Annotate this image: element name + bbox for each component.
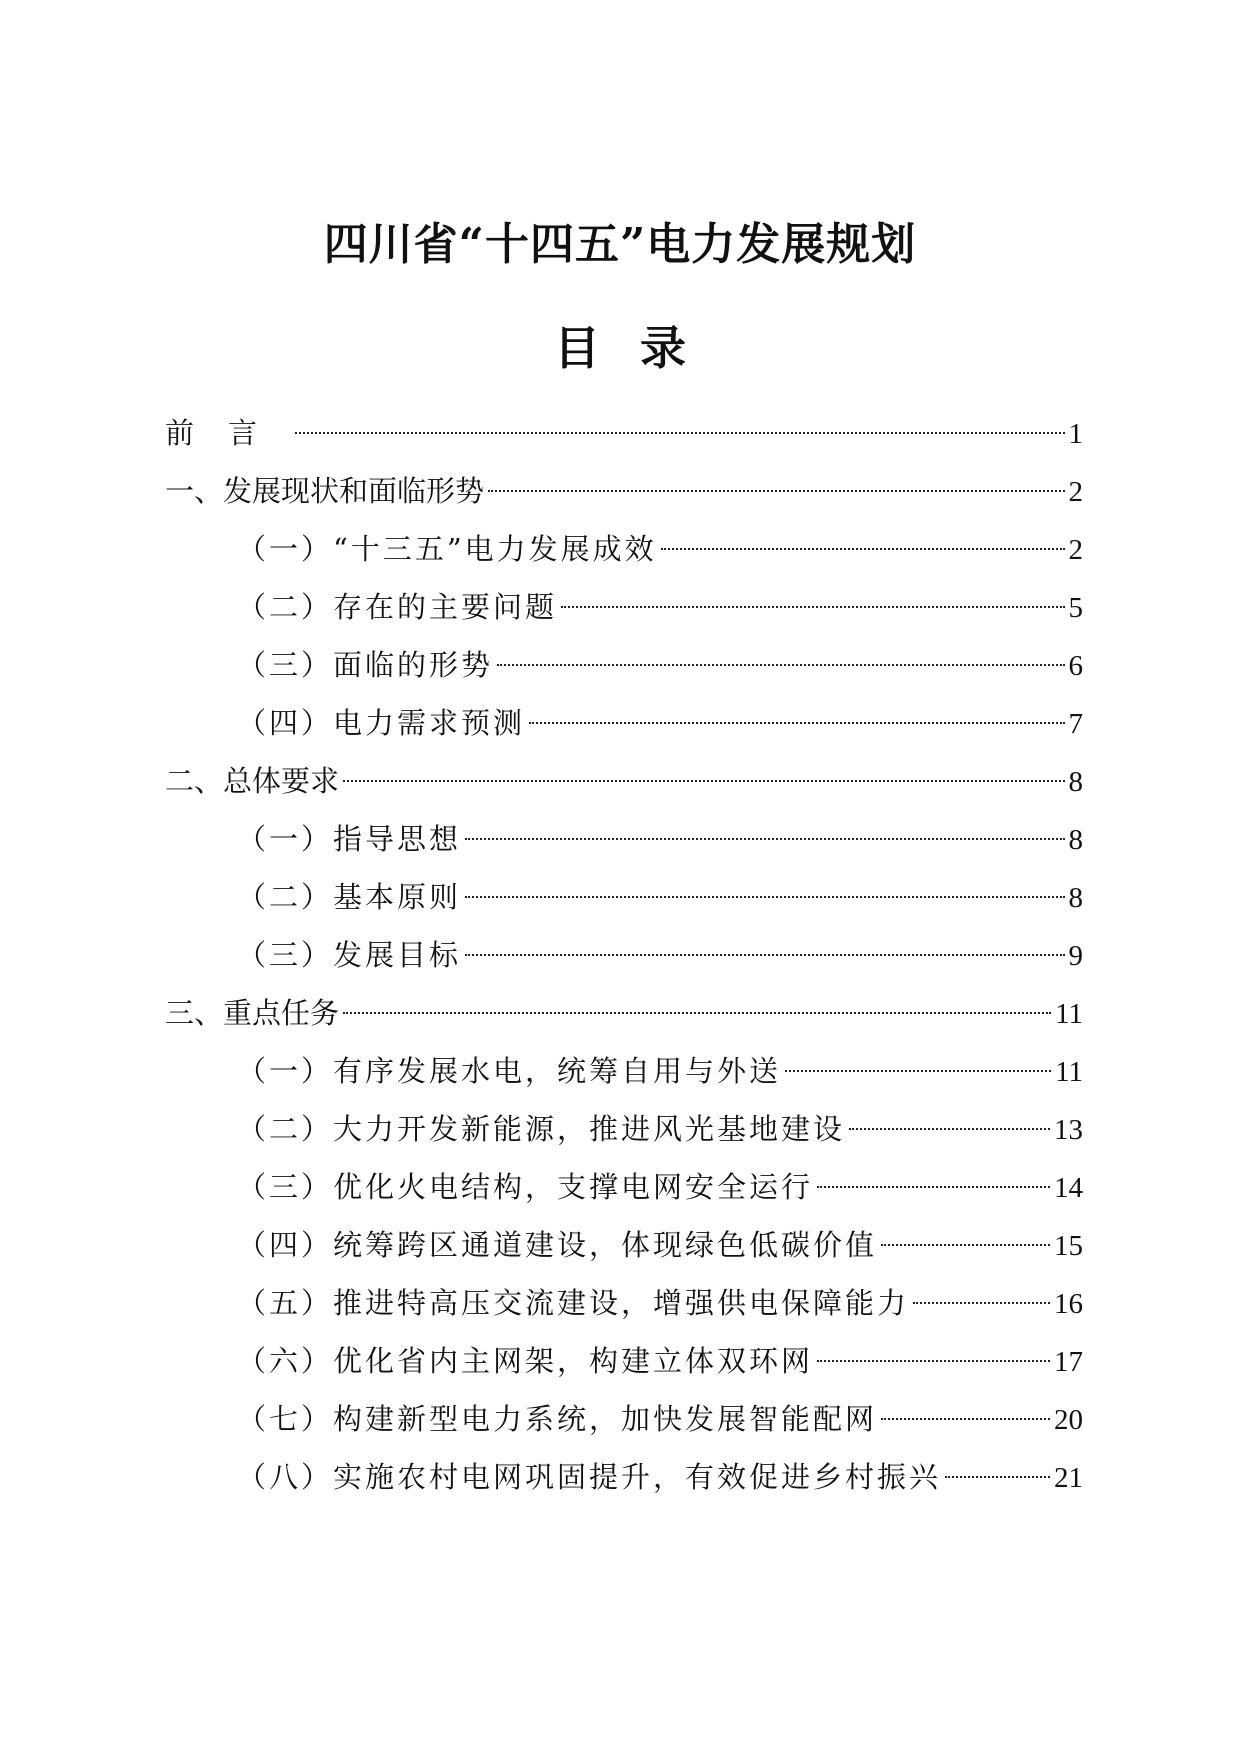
toc-entry-section[interactable] (165, 1216, 1083, 1274)
dot-leader (881, 1244, 1050, 1246)
dot-leader (343, 780, 1064, 782)
toc-entry-page: 13 (1054, 1114, 1083, 1146)
document-title: 四川省“十四五”电力发展规划 (323, 219, 917, 270)
table-of-contents (165, 404, 1083, 1506)
toc-heading: 目录 (554, 321, 726, 375)
toc-entry-section[interactable] (165, 1390, 1083, 1448)
dot-leader (849, 1128, 1050, 1130)
toc-entry-section[interactable] (165, 694, 1083, 752)
toc-entry-chapter-2[interactable] (165, 752, 1083, 810)
toc-entry-page: 21 (1054, 1462, 1083, 1494)
dot-leader (465, 954, 1064, 956)
dot-leader (497, 664, 1064, 666)
dot-leader (295, 432, 1064, 434)
toc-entry-title: （五）推进特高压交流建设，增强供电保障能力 (237, 1286, 910, 1320)
toc-entry-page: 20 (1054, 1404, 1083, 1436)
toc-entry-page: 8 (1068, 882, 1083, 914)
toc-entry-page: 17 (1054, 1346, 1083, 1378)
toc-entry-page: 11 (1055, 998, 1083, 1030)
toc-entry-title: （三）面临的形势 (237, 648, 494, 682)
toc-entry-section[interactable] (165, 636, 1083, 694)
toc-entry-page: 2 (1068, 534, 1083, 566)
toc-entry-title: （六）优化省内主网架，构建立体双环网 (237, 1344, 814, 1378)
dot-leader (817, 1360, 1050, 1362)
toc-entry-section[interactable] (165, 1448, 1083, 1506)
toc-entry-page: 15 (1054, 1230, 1083, 1262)
toc-entry-page: 2 (1068, 476, 1083, 508)
toc-entry-title: （三）发展目标 (237, 938, 462, 972)
dot-leader (561, 606, 1064, 608)
dot-leader (529, 722, 1064, 724)
toc-entry-title: （一）指导思想 (237, 822, 462, 856)
toc-entry-preface[interactable] (165, 404, 1083, 462)
dot-leader (817, 1186, 1050, 1188)
toc-entry-page: 16 (1054, 1288, 1083, 1320)
toc-entry-page: 8 (1068, 824, 1083, 856)
toc-entry-page: 6 (1068, 650, 1083, 682)
toc-entry-section[interactable] (165, 1042, 1083, 1100)
dot-leader (881, 1418, 1050, 1420)
toc-entry-title: （八）实施农村电网巩固提升，有效促进乡村振兴 (237, 1460, 942, 1494)
toc-entry-title: （一）“十三五”电力发展成效 (237, 532, 657, 566)
toc-entry-title: 前言 (165, 416, 292, 450)
toc-entry-section[interactable] (165, 1100, 1083, 1158)
dot-leader (661, 548, 1065, 550)
toc-entry-title: （二）基本原则 (237, 880, 462, 914)
toc-entry-title: （三）优化火电结构，支撑电网安全运行 (237, 1170, 814, 1204)
toc-entry-title: （二）大力开发新能源，推进风光基地建设 (237, 1112, 846, 1146)
toc-entry-page: 11 (1055, 1056, 1083, 1088)
toc-entry-page: 14 (1054, 1172, 1083, 1204)
dot-leader (343, 1012, 1051, 1014)
toc-entry-title: 一、发展现状和面临形势 (165, 474, 485, 508)
toc-entry-title: 三、重点任务 (165, 996, 340, 1030)
dot-leader (913, 1302, 1050, 1304)
toc-entry-title: （四）电力需求预测 (237, 706, 526, 740)
toc-entry-section[interactable] (165, 810, 1083, 868)
toc-entry-title: （二）存在的主要问题 (237, 590, 558, 624)
toc-entry-page: 9 (1068, 940, 1083, 972)
toc-entry-page: 7 (1068, 708, 1083, 740)
toc-entry-page: 5 (1068, 592, 1083, 624)
dot-leader (488, 490, 1064, 492)
toc-entry-section[interactable] (165, 868, 1083, 926)
toc-entry-title: （四）统筹跨区通道建设，体现绿色低碳价值 (237, 1228, 878, 1262)
toc-entry-chapter-3[interactable] (165, 984, 1083, 1042)
toc-entry-section[interactable] (165, 1332, 1083, 1390)
toc-entry-page: 1 (1068, 418, 1083, 450)
toc-entry-page: 8 (1068, 766, 1083, 798)
dot-leader (465, 896, 1064, 898)
toc-entry-section[interactable] (165, 520, 1083, 578)
toc-entry-chapter-1[interactable] (165, 462, 1083, 520)
toc-entry-section[interactable] (165, 926, 1083, 984)
toc-entry-title: 二、总体要求 (165, 764, 340, 798)
toc-entry-section[interactable] (165, 1158, 1083, 1216)
dot-leader (785, 1070, 1051, 1072)
dot-leader (945, 1476, 1050, 1478)
dot-leader (465, 838, 1064, 840)
toc-entry-title: （七）构建新型电力系统，加快发展智能配网 (237, 1402, 878, 1436)
toc-entry-title: （一）有序发展水电，统筹自用与外送 (237, 1054, 782, 1088)
toc-entry-section[interactable] (165, 578, 1083, 636)
toc-entry-section[interactable] (165, 1274, 1083, 1332)
